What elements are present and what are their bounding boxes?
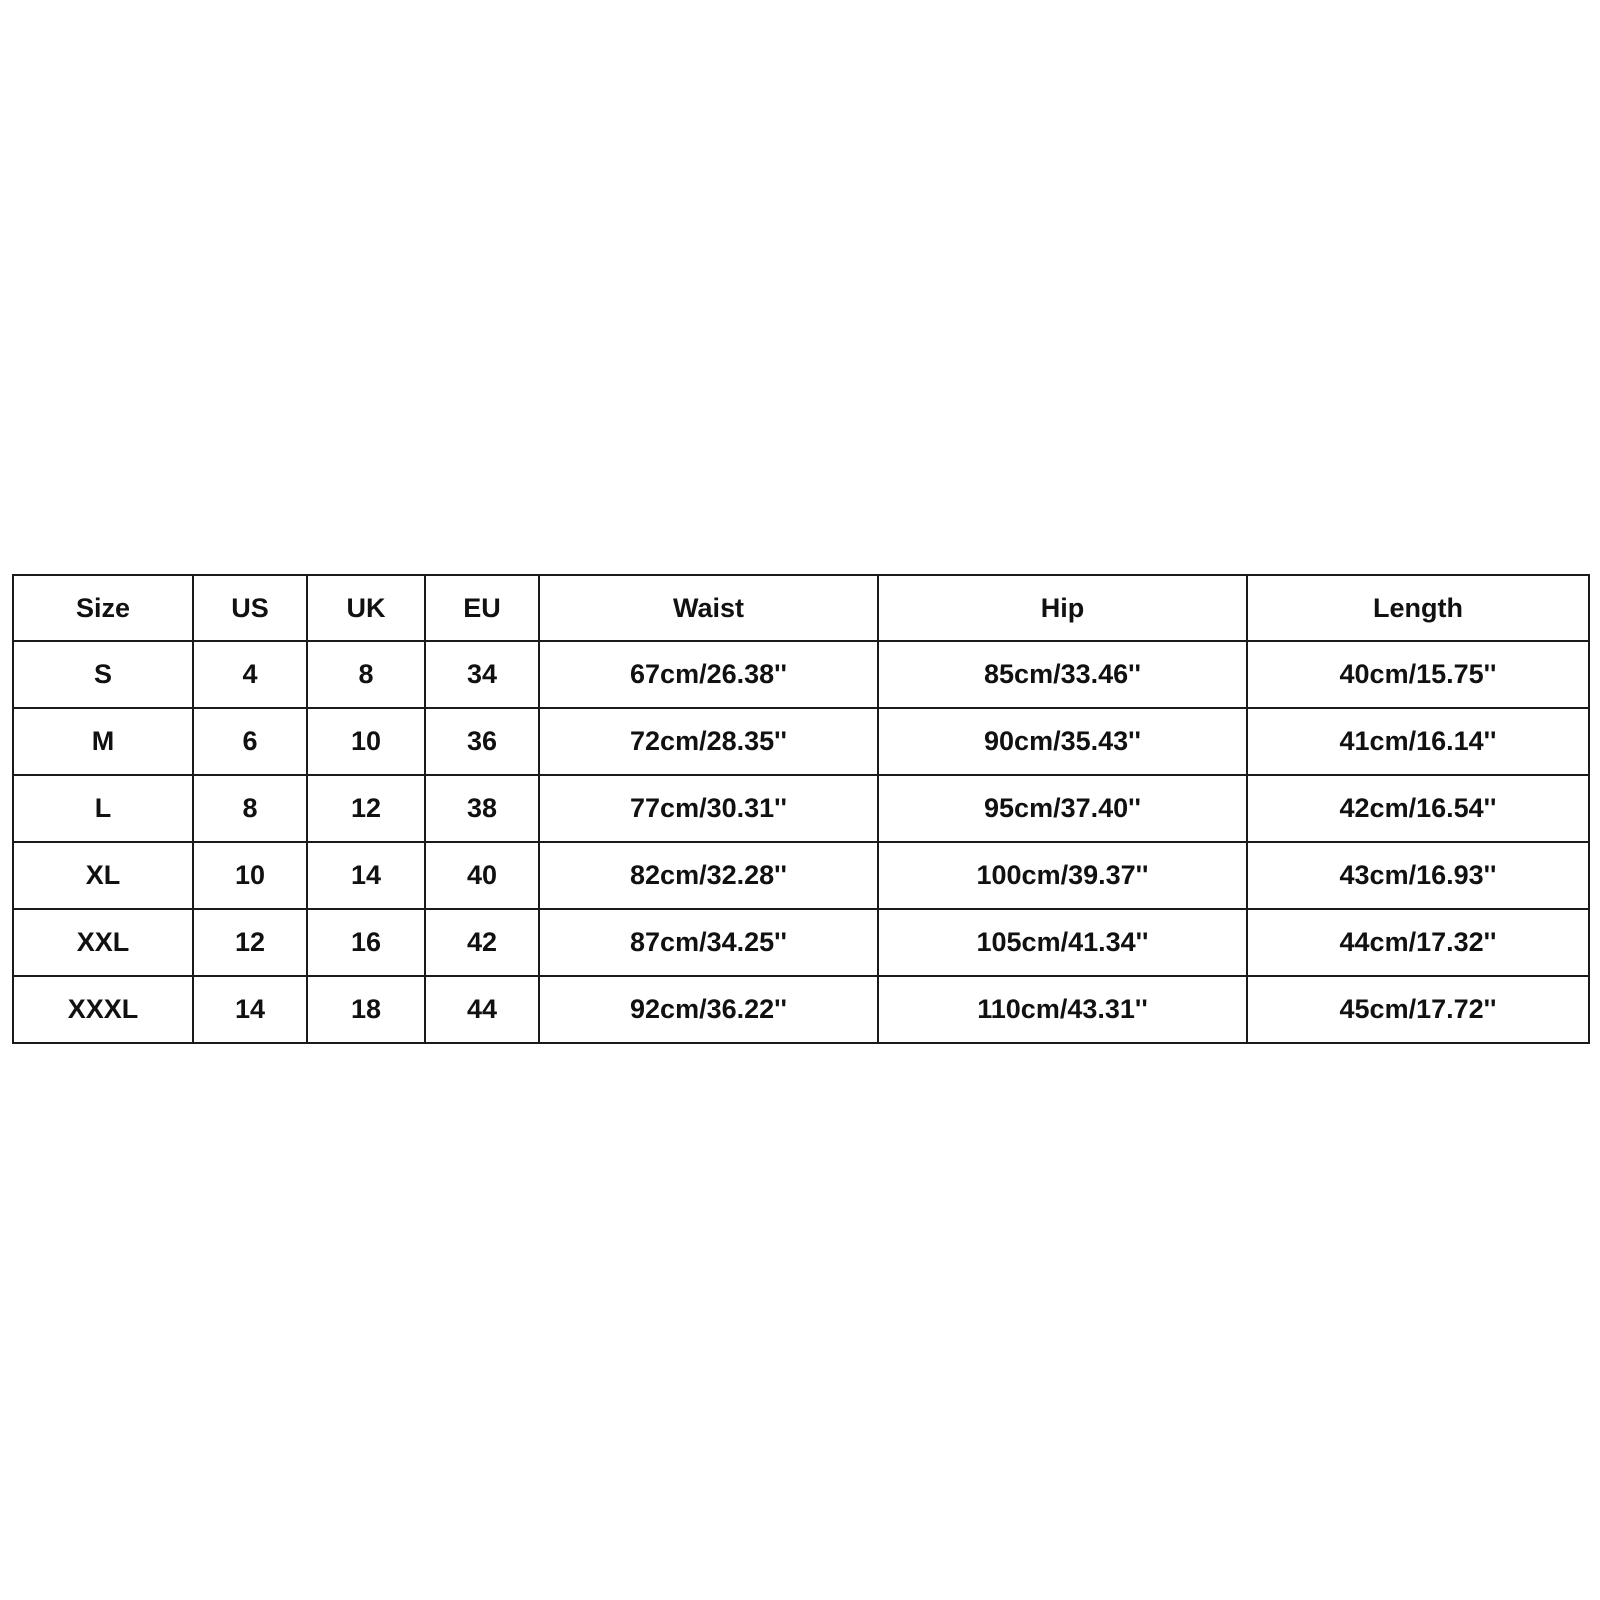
cell-us: 10	[193, 842, 307, 909]
header-hip: Hip	[878, 575, 1247, 641]
cell-size: XXXL	[13, 976, 193, 1043]
cell-uk: 18	[307, 976, 425, 1043]
cell-waist: 87cm/34.25''	[539, 909, 878, 976]
cell-eu: 36	[425, 708, 539, 775]
cell-waist: 77cm/30.31''	[539, 775, 878, 842]
cell-length: 41cm/16.14''	[1247, 708, 1589, 775]
cell-eu: 38	[425, 775, 539, 842]
cell-uk: 10	[307, 708, 425, 775]
header-us: US	[193, 575, 307, 641]
cell-hip: 100cm/39.37''	[878, 842, 1247, 909]
cell-eu: 42	[425, 909, 539, 976]
header-length: Length	[1247, 575, 1589, 641]
cell-hip: 90cm/35.43''	[878, 708, 1247, 775]
cell-hip: 85cm/33.46''	[878, 641, 1247, 708]
table-row	[13, 775, 1589, 842]
cell-waist: 67cm/26.38''	[539, 641, 878, 708]
header-uk: UK	[307, 575, 425, 641]
cell-us: 6	[193, 708, 307, 775]
cell-length: 42cm/16.54''	[1247, 775, 1589, 842]
cell-us: 12	[193, 909, 307, 976]
cell-waist: 82cm/32.28''	[539, 842, 878, 909]
cell-eu: 44	[425, 976, 539, 1043]
table-row	[13, 976, 1589, 1043]
cell-uk: 8	[307, 641, 425, 708]
cell-uk: 16	[307, 909, 425, 976]
cell-hip: 105cm/41.34''	[878, 909, 1247, 976]
cell-hip: 110cm/43.31''	[878, 976, 1247, 1043]
header-size: Size	[13, 575, 193, 641]
cell-us: 14	[193, 976, 307, 1043]
table-row	[13, 842, 1589, 909]
cell-size: S	[13, 641, 193, 708]
cell-us: 8	[193, 775, 307, 842]
table-row	[13, 641, 1589, 708]
header-waist: Waist	[539, 575, 878, 641]
cell-eu: 34	[425, 641, 539, 708]
cell-size: XL	[13, 842, 193, 909]
cell-waist: 72cm/28.35''	[539, 708, 878, 775]
cell-length: 43cm/16.93''	[1247, 842, 1589, 909]
cell-waist: 92cm/36.22''	[539, 976, 878, 1043]
cell-length: 45cm/17.72''	[1247, 976, 1589, 1043]
cell-size: L	[13, 775, 193, 842]
cell-uk: 14	[307, 842, 425, 909]
size-chart-table	[12, 574, 1590, 1044]
cell-us: 4	[193, 641, 307, 708]
header-eu: EU	[425, 575, 539, 641]
table-row	[13, 708, 1589, 775]
cell-size: XXL	[13, 909, 193, 976]
cell-length: 40cm/15.75''	[1247, 641, 1589, 708]
cell-eu: 40	[425, 842, 539, 909]
cell-hip: 95cm/37.40''	[878, 775, 1247, 842]
cell-uk: 12	[307, 775, 425, 842]
cell-length: 44cm/17.32''	[1247, 909, 1589, 976]
cell-size: M	[13, 708, 193, 775]
table-row	[13, 909, 1589, 976]
table-header-row	[13, 575, 1589, 641]
